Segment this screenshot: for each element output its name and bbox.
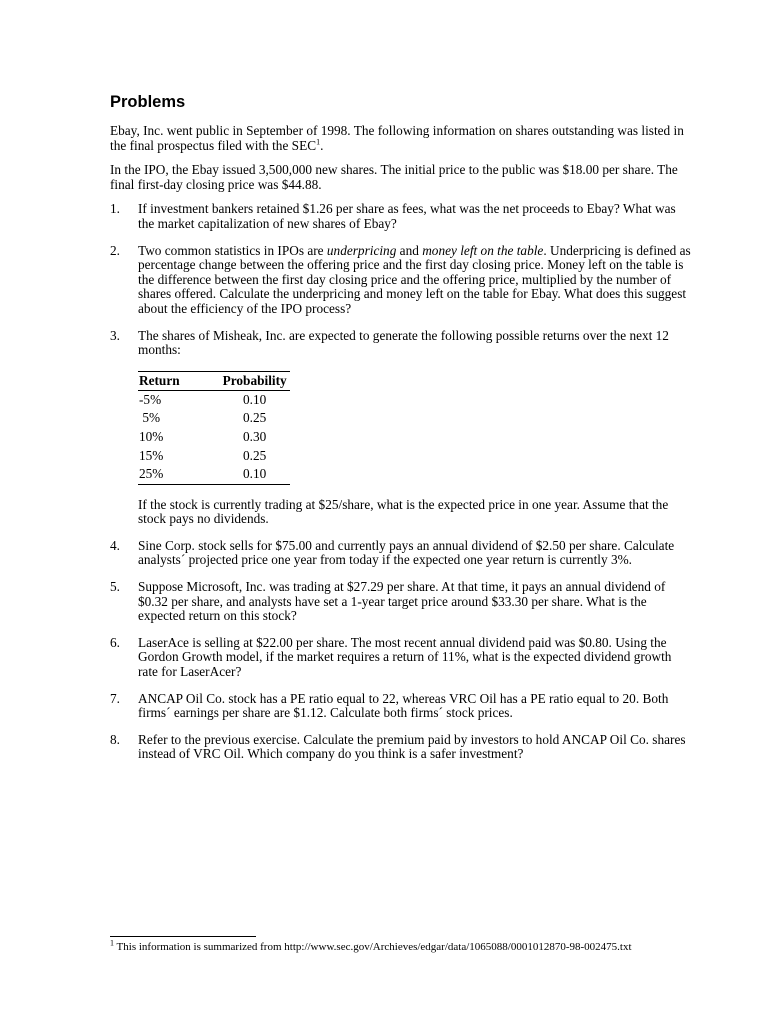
table-row bbox=[138, 409, 290, 428]
probability-cell: 0.10 bbox=[243, 391, 267, 407]
problem-6 bbox=[110, 636, 692, 680]
footnote-reference: 1 bbox=[316, 137, 321, 147]
intro-period: . bbox=[320, 137, 324, 153]
problem-number: 5. bbox=[110, 579, 120, 595]
intro-text: Ebay, Inc. went public in September of 1998. The following information on shares outstanding was listed in the final prospectus filed with the SEC bbox=[110, 123, 684, 153]
return-cell: 5% bbox=[139, 410, 161, 426]
table-row bbox=[138, 390, 290, 409]
problem-number: 4. bbox=[110, 537, 120, 553]
intro-paragraph-2: In the IPO, the Ebay issued 3,500,000 new shares. The initial price to the public was $18.00 per share. The final first-day closing price was $44.88. bbox=[110, 162, 678, 192]
return-cell: 10% bbox=[139, 428, 164, 444]
problem-text: Suppose Microsoft, Inc. was trading at $27.29 per share. At that time, it pays an annual dividend of $0.32 per share, and analysts have set a 1-year target price around $33.30 per share. What is the expected return on this stock? bbox=[138, 579, 666, 624]
problem-text: ANCAP Oil Co. stock has a PE ratio equal to 22, whereas VRC Oil has a PE ratio equal to 20. Both firms´ earnings per share are $1.12. Calculate both firms´ stock prices. bbox=[138, 690, 669, 721]
problem-7 bbox=[110, 692, 692, 721]
table-header-row bbox=[138, 371, 290, 390]
problem-list bbox=[110, 202, 692, 762]
page-title: Problems bbox=[110, 93, 186, 111]
problem-text: The shares of Misheak, Inc. are expected to generate the following possible returns over the next 12 months: bbox=[138, 327, 669, 358]
document-body bbox=[110, 92, 692, 774]
probability-cell: 0.25 bbox=[243, 447, 267, 463]
term-money-left-on-table: money left on the table bbox=[422, 242, 544, 258]
problem-followup-text: If the stock is currently trading at $25/share, what is the expected price in one year. Assume that the stock pays no dividends. bbox=[138, 496, 669, 527]
footnote-marker: 1 bbox=[110, 938, 114, 948]
problem-number: 7. bbox=[110, 690, 120, 706]
footnote-separator bbox=[110, 936, 256, 937]
problem-8 bbox=[110, 733, 692, 762]
problem-4 bbox=[110, 539, 692, 568]
problem-text: LaserAce is selling at $22.00 per share. The most recent annual dividend paid was $0.80. Using the Gordon Growth model, if the market requires a return of 11%, what is the expected dividend growth rate for LaserAcer? bbox=[138, 634, 672, 680]
problem-number: 1. bbox=[110, 201, 120, 217]
return-cell: -5% bbox=[139, 391, 162, 407]
problem-1 bbox=[110, 202, 692, 231]
problem-text: Sine Corp. stock sells for $75.00 and currently pays an annual dividend of $2.50 per share. Calculate analysts´ projected price one year from today if the expected one year return is currently 3%. bbox=[138, 537, 675, 568]
return-cell: 25% bbox=[138, 465, 183, 484]
footnote-text: This information is summarized from http://www.sec.gov/Archieves/edgar/data/1065088/0001012870-98-002475.txt bbox=[114, 941, 632, 953]
problem-text-part: and bbox=[396, 242, 423, 258]
problem-number: 3. bbox=[110, 327, 120, 343]
probability-cell: 0.25 bbox=[243, 410, 267, 426]
probability-cell: 0.30 bbox=[243, 428, 267, 444]
problem-number: 6. bbox=[110, 634, 120, 650]
returns-table bbox=[138, 371, 290, 485]
table-row bbox=[138, 447, 290, 466]
problem-text: Refer to the previous exercise. Calculate the premium paid by investors to hold ANCAP Oil Co. shares instead of VRC Oil. Which company do you think is a safer investment? bbox=[138, 731, 686, 762]
footnote bbox=[110, 936, 710, 954]
column-header-return: Return bbox=[138, 371, 183, 390]
table-row bbox=[138, 465, 290, 484]
problem-2 bbox=[110, 244, 692, 317]
intro-paragraph-1 bbox=[110, 124, 692, 153]
problem-text: If investment bankers retained $1.26 per share as fees, what was the net proceeds to Ebay? What was the market capitalization of new shares of Ebay? bbox=[138, 201, 676, 231]
problem-number: 8. bbox=[110, 731, 120, 747]
probability-cell: 0.10 bbox=[183, 465, 290, 484]
problem-5 bbox=[110, 580, 692, 624]
problem-number: 2. bbox=[110, 242, 120, 258]
problem-3 bbox=[110, 329, 692, 527]
term-underpricing: underpricing bbox=[326, 242, 397, 258]
problem-text-part: . Underpricing is defined as percentage change between the offering price and the first day closing price. Money left on the table is the difference between the first day closing price and the offering price, multiplied by the number of shares offered. Calculate the underpricing and money left on the table for Ebay. What does this suggest about the efficiency of the IPO process? bbox=[138, 242, 691, 316]
return-cell: 15% bbox=[139, 447, 164, 463]
problem-text-part: Two common statistics in IPOs are bbox=[138, 242, 327, 258]
column-header-probability: Probability bbox=[183, 371, 290, 390]
table-row bbox=[138, 428, 290, 447]
